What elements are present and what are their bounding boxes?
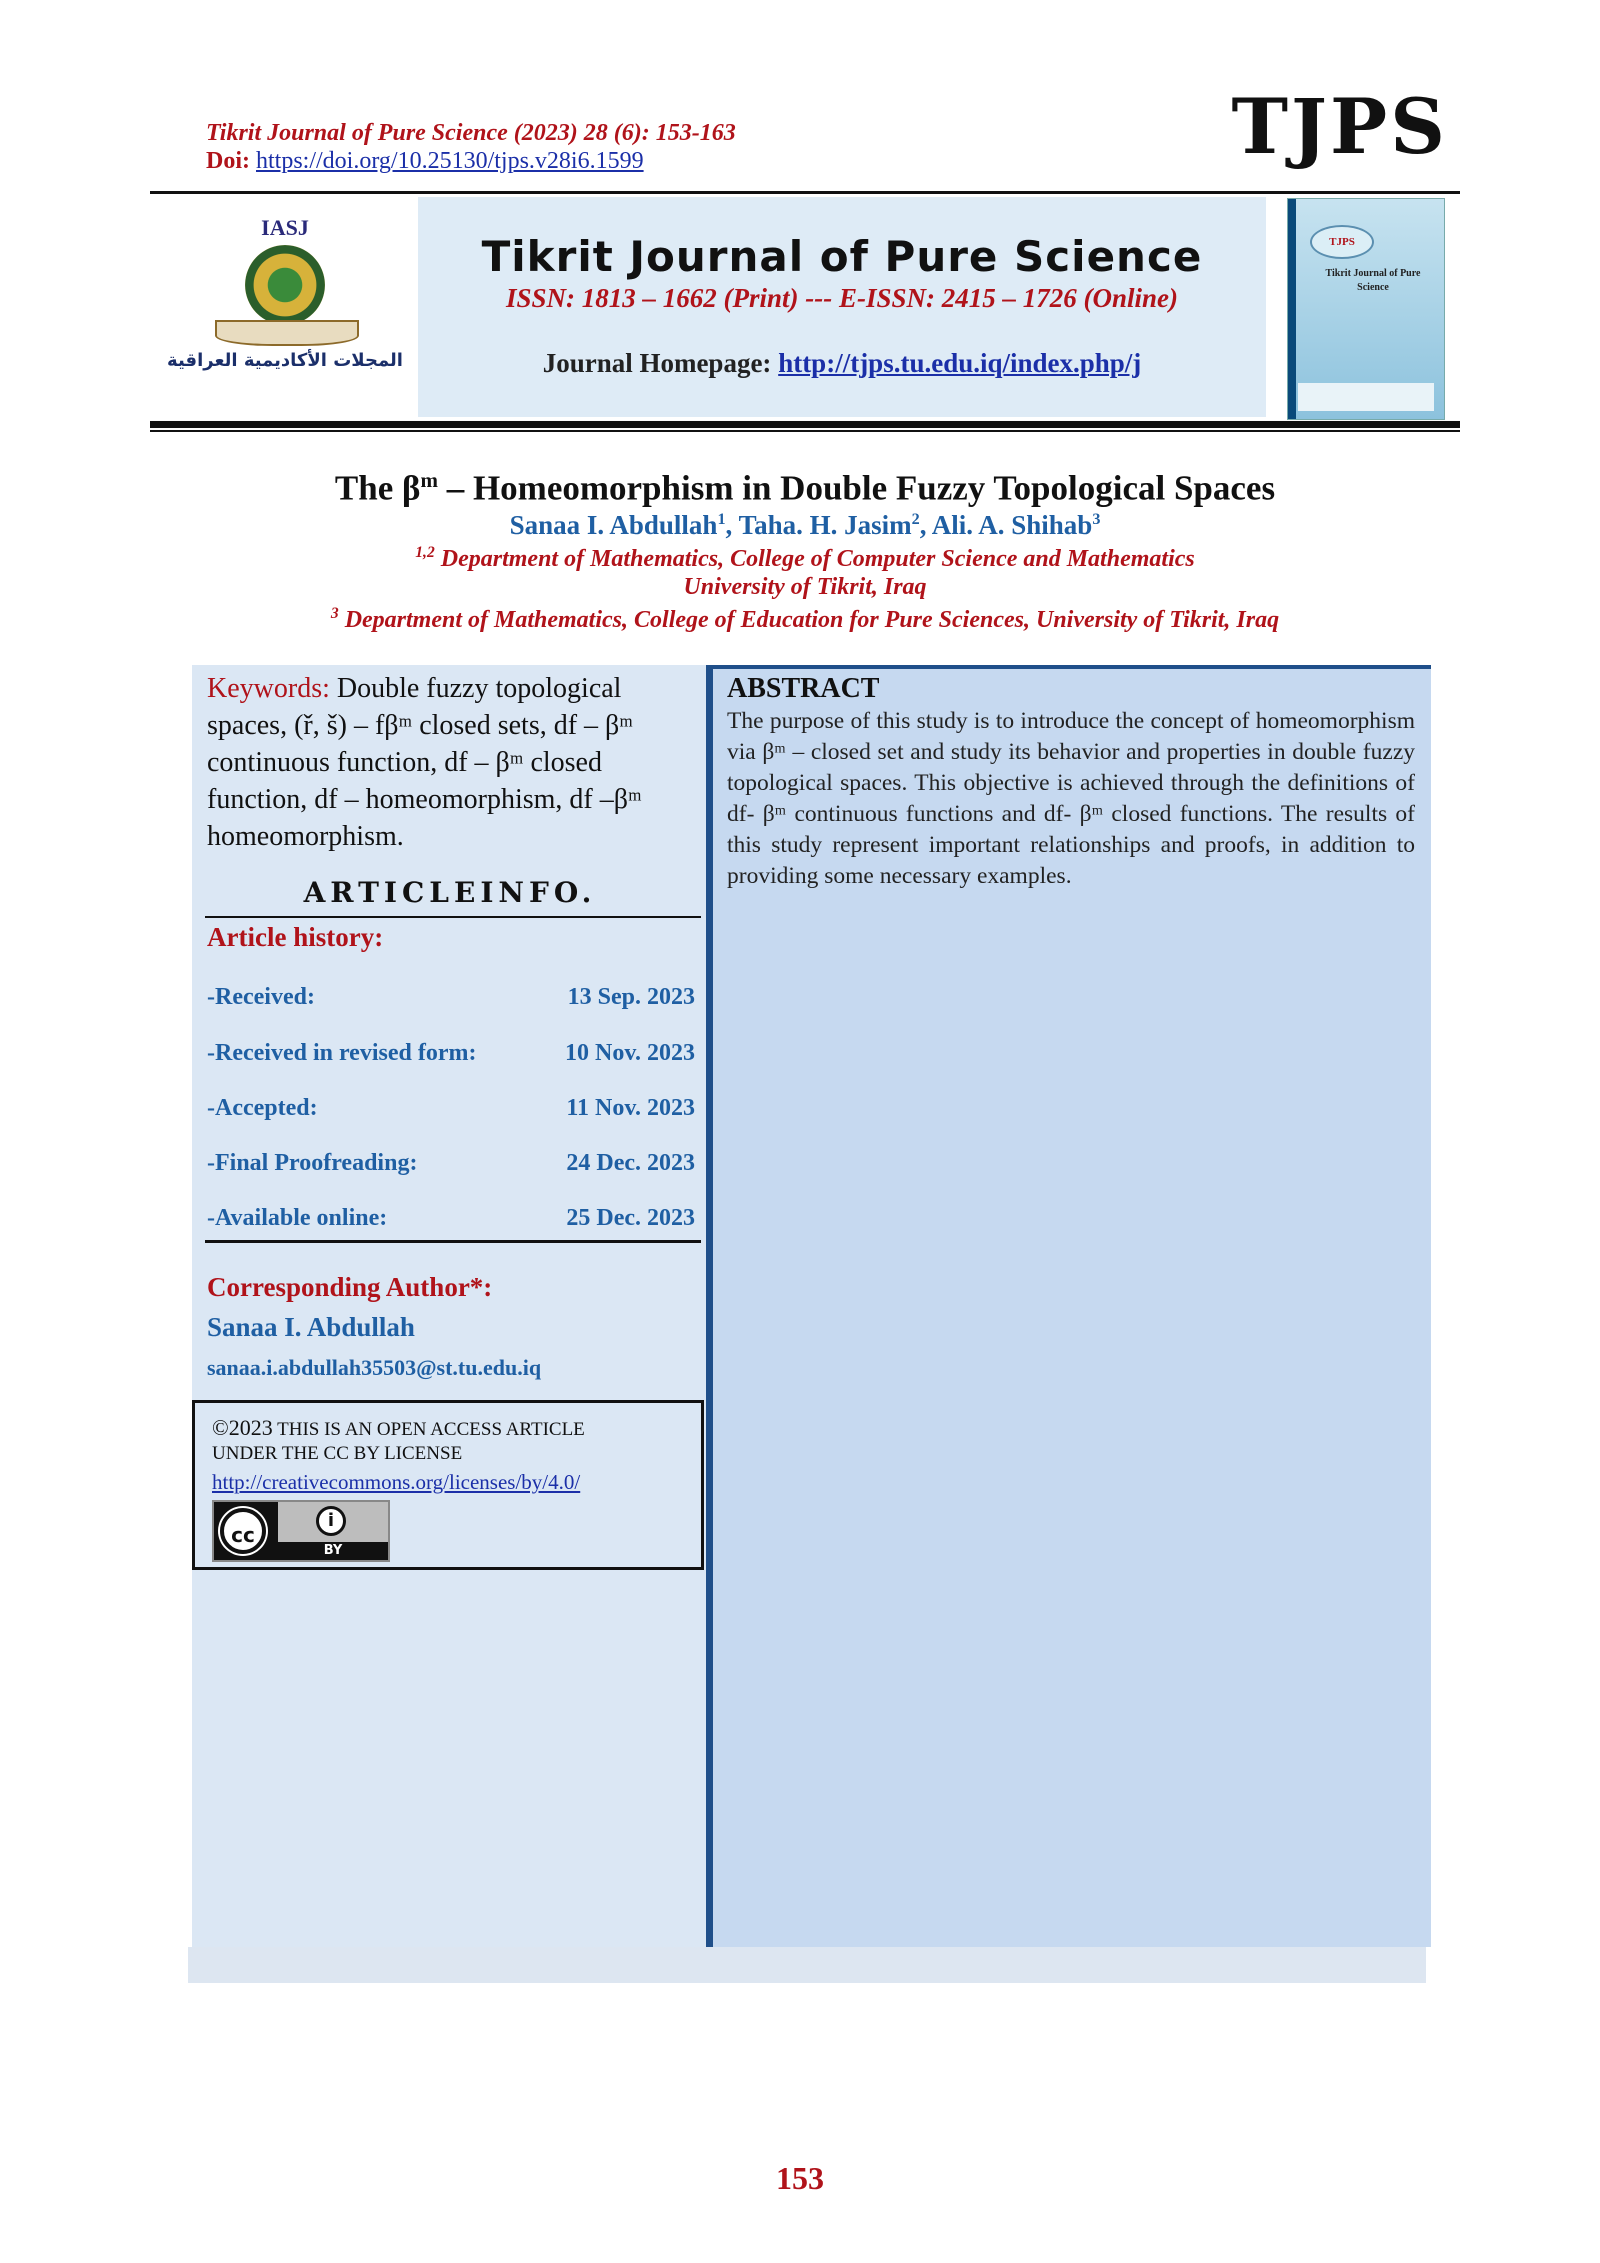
iasj-logo-text: IASJ	[261, 215, 309, 240]
author: Sanaa I. Abdullah$^1$,	[509, 510, 739, 540]
article-history-label: Article history:	[207, 922, 384, 952]
history-row-revised: -Received in revised form: 10 Nov. 2023	[207, 1040, 695, 1066]
affiliation: University of Tikrit, Iraq	[683, 574, 927, 600]
keywords-label: Keywords:	[207, 673, 330, 704]
homepage-label: Journal Homepage:	[542, 348, 772, 378]
keywords	[207, 670, 677, 855]
history-row-proofreading: -Final Proofreading: 24 Dec. 2023	[207, 1150, 695, 1176]
license-link[interactable]: http://creativecommons.org/licenses/by/4.0/	[212, 1470, 581, 1494]
article-info-heading: ARTICLEINFO.	[303, 876, 597, 909]
journal-homepage	[418, 348, 1266, 379]
book-icon	[215, 320, 359, 346]
page-number: 153	[776, 2160, 824, 2196]
doi-line	[206, 148, 644, 175]
cover-footer	[1298, 383, 1434, 411]
affiliation: $^3$ Department of Mathematics, College of Education for Pure Sciences, University of Tikrit, Iraq	[330, 605, 1280, 633]
banner-rule	[150, 421, 1460, 428]
cover-spine	[1288, 199, 1296, 419]
abstract-heading: ABSTRACT	[727, 673, 880, 704]
homepage-link[interactable]: http://tjps.tu.edu.iq/index.php/j	[778, 348, 1142, 378]
doi-label: Doi:	[206, 148, 250, 174]
article-info-rule	[205, 916, 701, 918]
abstract-body: The purpose of this study is to introduce the concept of homeomorphism via βᵐ – closed set and study its behavior and properties in double fuzzy topological spaces. This objective is achieved through the definitions of df- βᵐ continuous functions and df- βᵐ closed functions. The results of this study represent important relationships and proofs, in addition to providing some necessary examples.	[727, 708, 1415, 889]
journal-issn: ISSN: 1813 – 1662 (Print) --- E-ISSN: 2415 – 1726 (Online)	[505, 283, 1179, 313]
banner-rule-thin	[150, 430, 1460, 432]
cc-icon: cc	[220, 1508, 266, 1554]
history-row-accepted: -Accepted: 11 Nov. 2023	[207, 1095, 695, 1121]
history-row-received: -Received: 13 Sep. 2023	[207, 984, 695, 1010]
iasj-arabic-text: المجلات الأكاديمية العراقية	[167, 350, 403, 371]
author-list	[150, 510, 1460, 541]
journal-cover-thumbnail	[1287, 198, 1445, 420]
author: Ali. A. Shihab$^3$	[931, 510, 1101, 540]
license-line-1: ©2023 THIS IS AN OPEN ACCESS ARTICLE	[212, 1415, 585, 1440]
journal-name: Tikrit Journal of Pure Science	[481, 232, 1203, 281]
emblem-icon	[245, 245, 325, 325]
corresponding-author-label: Corresponding Author*:	[207, 1272, 493, 1302]
doi-link[interactable]: https://doi.org/10.25130/tjps.v28i6.1599	[256, 148, 644, 174]
corresponding-author-name: Sanaa I. Abdullah	[207, 1312, 415, 1342]
iasj-logo	[160, 215, 410, 385]
author: Taha. H. Jasim$^2$,	[738, 510, 932, 540]
history-rule	[205, 1240, 701, 1243]
header-rule	[150, 191, 1460, 194]
cover-title: Tikrit Journal of Pure Science	[1325, 268, 1421, 293]
affiliation: $^{1,2}$ Department of Mathematics, College of Computer Science and Mathematics	[415, 544, 1195, 572]
article-info-column	[192, 665, 708, 1947]
keywords-text: Double fuzzy topological spaces, (ř, š) – fβᵐ closed sets, df – βᵐ continuous function, df – βᵐ closed function, df – homeomorphism, df –βᵐ homeomorphism.	[207, 673, 642, 852]
history-row-online: -Available online: 25 Dec. 2023	[207, 1205, 695, 1231]
bottom-strip	[188, 1947, 1426, 1983]
abstract-top-rule	[713, 665, 1431, 669]
journal-brand: TJPS	[1231, 82, 1448, 171]
column-divider	[706, 665, 713, 1947]
paper-title: The $\beta^m$ – Homeomorphism in Double Fuzzy Topological Spaces	[334, 468, 1276, 508]
cc-by-badge[interactable]	[212, 1500, 390, 1562]
cover-badge: TJPS	[1310, 225, 1374, 259]
journal-citation: Tikrit Journal of Pure Science (2023) 28 (6): 153-163	[206, 120, 736, 146]
corresponding-author-email[interactable]: sanaa.i.abdullah35503@st.tu.edu.iq	[207, 1355, 542, 1380]
by-label: BY	[323, 1543, 343, 1558]
person-icon: i	[316, 1506, 346, 1536]
license-line-2: UNDER THE CC BY LICENSE	[212, 1443, 463, 1464]
